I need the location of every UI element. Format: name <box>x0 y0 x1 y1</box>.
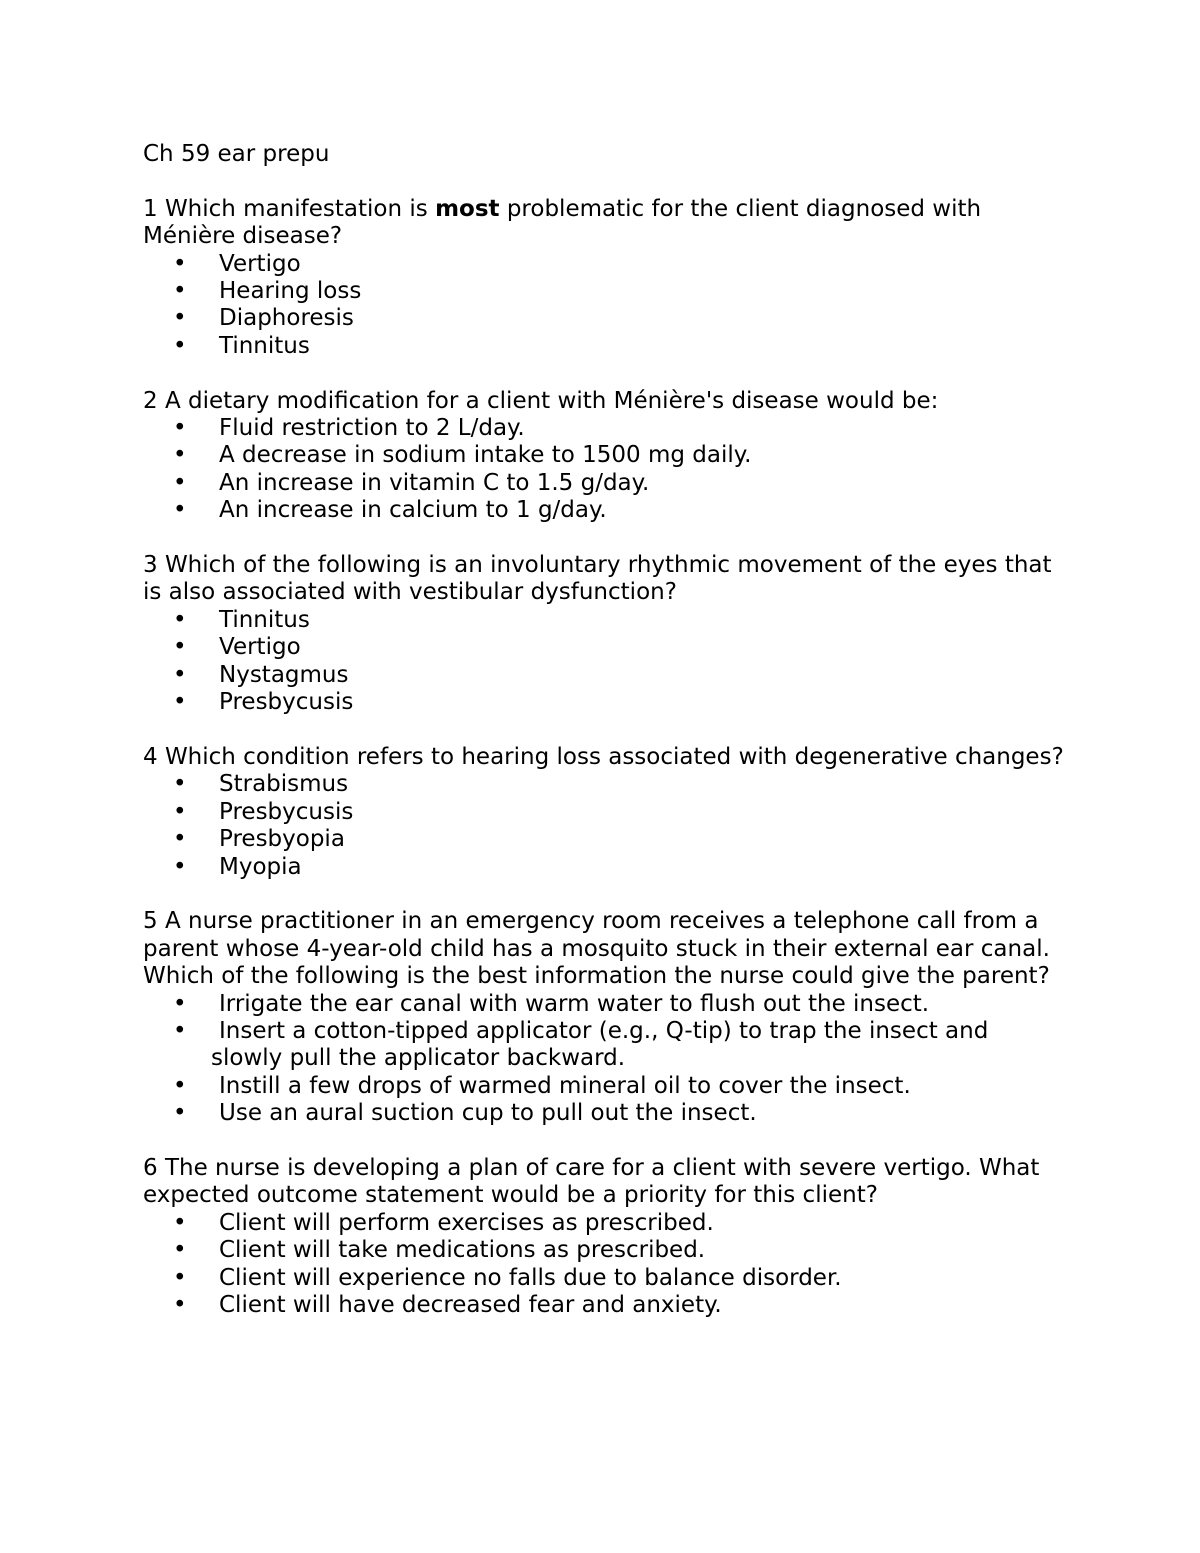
document-page <box>143 141 1073 1347</box>
option-text: Fluid restriction to 2 L/day. <box>219 415 525 442</box>
document-title: Ch 59 ear prepu <box>143 141 330 167</box>
bullet-icon: • <box>173 798 187 825</box>
question-4 <box>143 744 1073 881</box>
option-text: Client will have decreased fear and anxiety. <box>219 1291 722 1318</box>
answer-option <box>143 1073 1073 1100</box>
bullet-icon: • <box>173 469 187 496</box>
question-6 <box>143 1155 1073 1319</box>
question-stem: 4 Which condition refers to hearing loss associated with degenerative changes? <box>143 743 1064 770</box>
answer-options <box>143 251 1073 361</box>
answer-option <box>143 634 1073 661</box>
bullet-icon: • <box>173 1100 187 1127</box>
answer-option <box>143 1265 1073 1292</box>
answer-option <box>143 251 1073 278</box>
option-text: Client will take medications as prescribed. <box>219 1237 706 1264</box>
option-text: Client will experience no falls due to balance disorder. <box>219 1264 842 1291</box>
option-text: Presbycusis <box>219 798 354 825</box>
answer-option <box>143 689 1073 716</box>
stem-emphasis: most <box>435 195 500 222</box>
bullet-icon: • <box>173 1264 187 1291</box>
answer-option <box>143 799 1073 826</box>
option-text: A decrease in sodium intake to 1500 mg daily. <box>219 442 752 469</box>
bullet-icon: • <box>173 305 187 332</box>
stem-text: problematic for the client diagnosed with Ménière disease? <box>143 195 982 250</box>
option-text: Vertigo <box>219 634 301 661</box>
question-2 <box>143 388 1073 525</box>
bullet-icon: • <box>173 1072 187 1099</box>
bullet-icon: • <box>173 497 187 524</box>
bullet-icon: • <box>173 634 187 661</box>
bullet-icon: • <box>173 1291 187 1318</box>
answer-options <box>143 991 1073 1128</box>
stem-text: 1 Which manifestation is <box>143 195 436 222</box>
answer-options <box>143 771 1073 881</box>
answer-option <box>143 305 1073 332</box>
answer-option <box>143 771 1073 798</box>
option-text: Client will perform exercises as prescribed. <box>219 1209 714 1236</box>
question-5 <box>143 908 1073 1127</box>
option-text: Hearing loss <box>219 278 362 305</box>
option-text: Nystagmus <box>219 661 349 688</box>
option-text: Insert a cotton-tipped applicator (e.g., Q-tip) to trap the insect and <box>219 1017 989 1044</box>
answer-option <box>143 1100 1073 1127</box>
answer-option <box>143 1210 1073 1237</box>
option-text: Vertigo <box>219 250 301 277</box>
bullet-icon: • <box>173 332 187 359</box>
bullet-icon: • <box>173 1209 187 1236</box>
answer-option <box>143 607 1073 634</box>
option-text: Tinnitus <box>219 606 310 633</box>
answer-option <box>143 415 1073 442</box>
question-3 <box>143 552 1073 716</box>
answer-option <box>143 333 1073 360</box>
answer-options <box>143 607 1073 717</box>
answer-option <box>143 470 1073 497</box>
question-stem: 2 A dietary modification for a client with Ménière's disease would be: <box>143 387 939 414</box>
option-text: Use an aural suction cup to pull out the insect. <box>219 1100 757 1127</box>
question-stem <box>143 196 1073 251</box>
bullet-icon: • <box>173 1017 187 1044</box>
bullet-icon: • <box>173 415 187 442</box>
answer-option <box>143 662 1073 689</box>
bullet-icon: • <box>173 661 187 688</box>
answer-options <box>143 1210 1073 1320</box>
option-text: Presbycusis <box>219 689 354 716</box>
bullet-icon: • <box>173 442 187 469</box>
option-text: Strabismus <box>219 771 349 798</box>
answer-option <box>143 442 1073 469</box>
answer-option <box>143 497 1073 524</box>
answer-option <box>143 1018 1073 1073</box>
question-stem: 6 The nurse is developing a plan of care for a client with severe vertigo. What expected outcome statement would be a priority for this client? <box>143 1154 1040 1209</box>
question-stem: 3 Which of the following is an involuntary rhythmic movement of the eyes that is also associated with vestibular dysfunction? <box>143 552 1052 606</box>
bullet-icon: • <box>173 606 187 633</box>
option-text: Tinnitus <box>219 332 310 359</box>
bullet-icon: • <box>173 1237 187 1264</box>
question-stem: 5 A nurse practitioner in an emergency room receives a telephone call from a parent whose 4-year-old child has a mosquito stuck in their external ear canal. Which of the following is the best information the nurse could give the parent? <box>143 908 1050 990</box>
answer-option <box>143 826 1073 853</box>
option-text: Diaphoresis <box>219 305 354 332</box>
bullet-icon: • <box>173 853 187 880</box>
answer-options <box>143 415 1073 525</box>
question-1 <box>143 196 1073 360</box>
option-text: Instill a few drops of warmed mineral oil to cover the insect. <box>219 1072 911 1099</box>
option-text: An increase in vitamin C to 1.5 g/day. <box>219 469 650 496</box>
bullet-icon: • <box>173 250 187 277</box>
option-text-continuation: slowly pull the applicator backward. <box>211 1045 626 1072</box>
bullet-icon: • <box>173 990 187 1017</box>
answer-option <box>143 991 1073 1018</box>
answer-option <box>143 854 1073 881</box>
option-text: An increase in calcium to 1 g/day. <box>219 497 607 524</box>
bullet-icon: • <box>173 771 187 798</box>
answer-option <box>143 1292 1073 1319</box>
answer-option <box>143 1237 1073 1264</box>
bullet-icon: • <box>173 689 187 716</box>
bullet-icon: • <box>173 826 187 853</box>
option-text: Presbyopia <box>219 826 345 853</box>
answer-option <box>143 278 1073 305</box>
option-text: Myopia <box>219 853 302 880</box>
option-text: Irrigate the ear canal with warm water to flush out the insect. <box>219 990 930 1017</box>
bullet-icon: • <box>173 278 187 305</box>
